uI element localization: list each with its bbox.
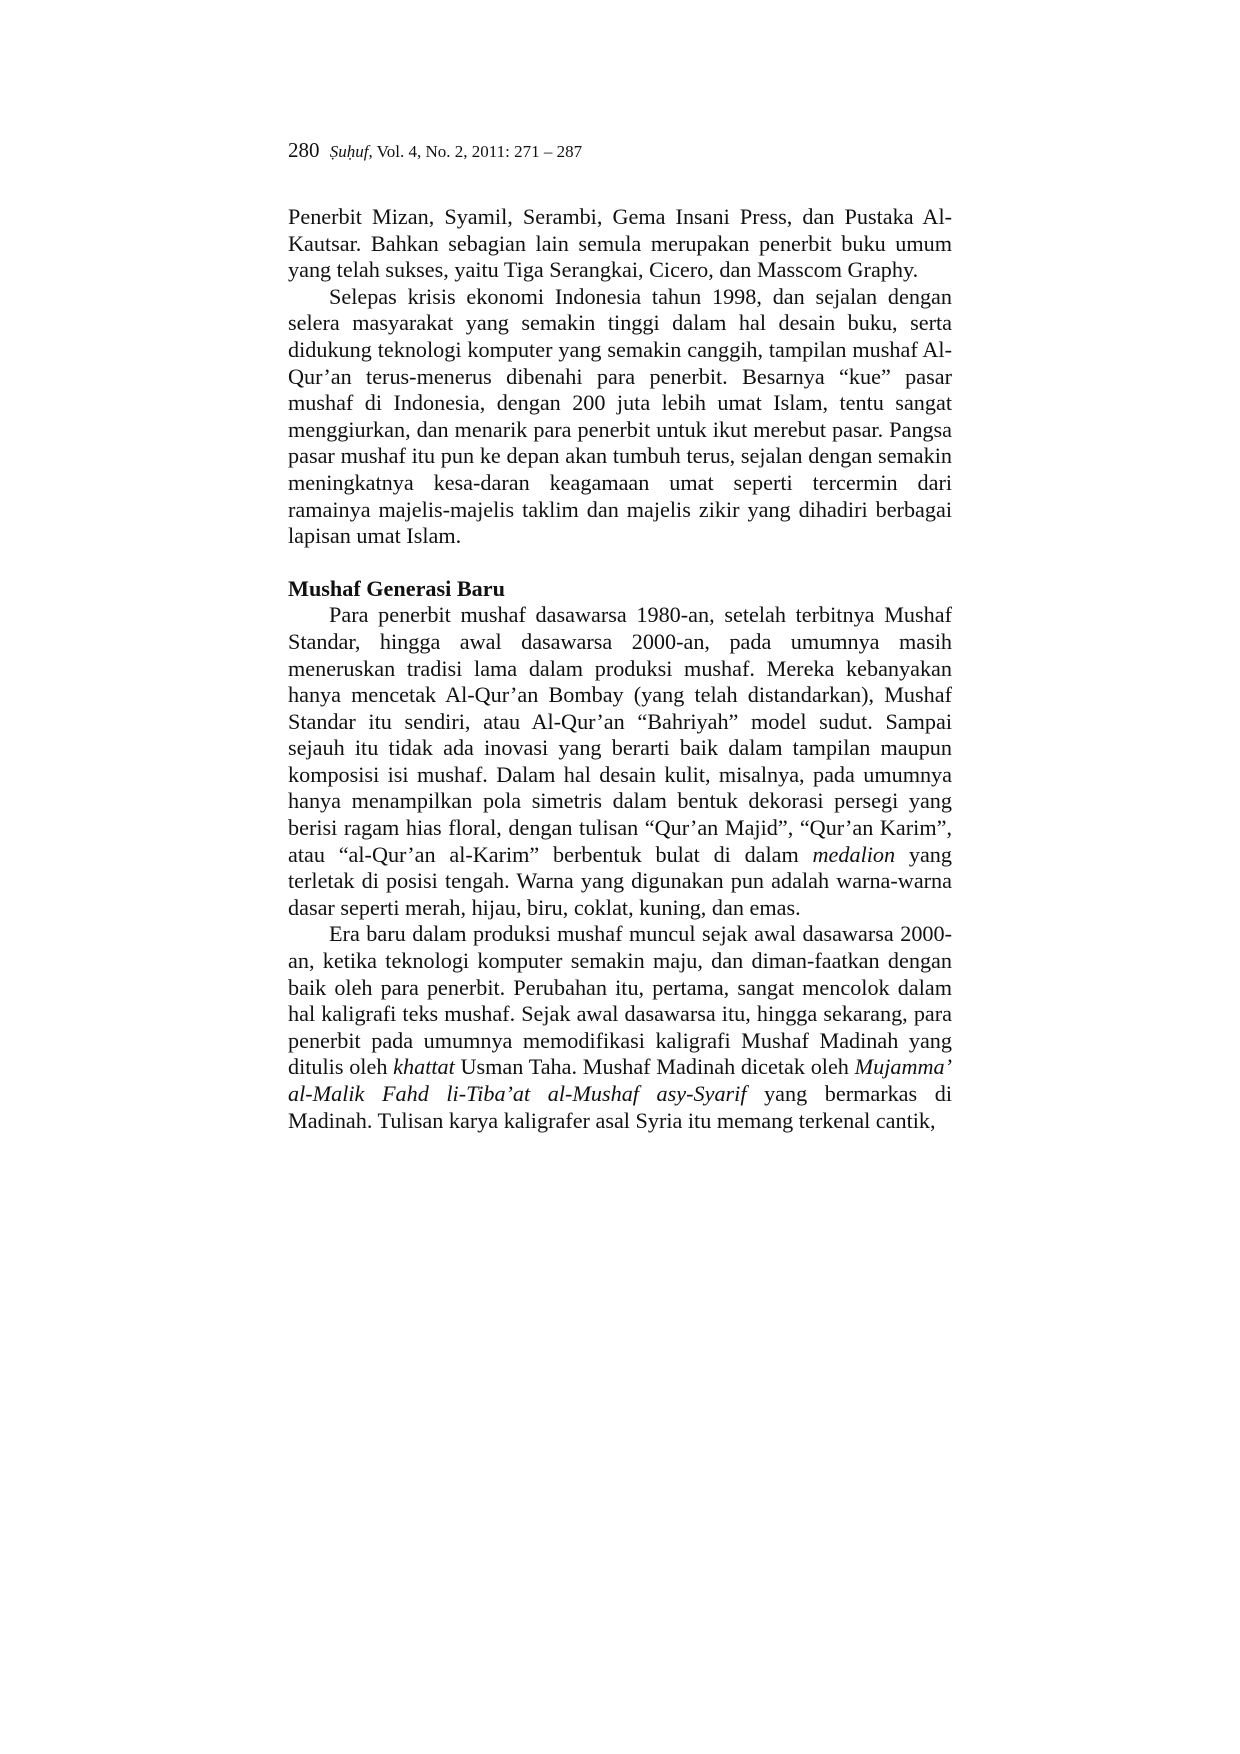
page-number: 280 bbox=[288, 138, 320, 162]
paragraph-4-italic-b: Mujamma’ al-Malik Fahd li-Tiba’at al-Mushaf asy-Syarif bbox=[288, 1054, 952, 1106]
journal-name: Ṣuḥuf bbox=[329, 142, 369, 161]
running-header bbox=[288, 138, 952, 164]
paragraph-4-text-b: Usman Taha. Mushaf Madinah dicetak oleh bbox=[454, 1054, 855, 1080]
body-text bbox=[288, 204, 952, 1134]
paragraph-1: Penerbit Mizan, Syamil, Serambi, Gema Insani Press, dan Pustaka Al-Kautsar. Bahkan sebagian lain semula merupakan penerbit buku umum yang telah sukses, yaitu Tiga Serangkai, Cicero, dan Masscom Graphy. bbox=[288, 204, 952, 283]
paragraph-3 bbox=[288, 602, 952, 921]
paragraph-3-text-a: Para penerbit mushaf dasawarsa 1980-an, setelah terbitnya Mushaf Standar, hingga awal dasawarsa 2000-an, pada umumnya masih meneruskan tradisi lama dalam produksi mushaf. Mereka kebanyakan hanya mencetak Al-Qur’an Bombay (yang telah distandarkan), Mushaf Standar itu sendiri, atau Al-Qur’an “Bahriyah” model sudut. Sampai sejauh itu tidak ada inovasi yang berarti baik dalam tampilan maupun komposisi isi mushaf. Dalam hal desain kulit, misalnya, pada umumnya hanya menampilkan pola simetris dalam bentuk dekorasi persegi yang berisi ragam hias floral, dengan tulisan “Qur’an Majid”, “Qur’an Karim”, atau “al-Qur’an al-Karim” berbentuk bulat di dalam bbox=[288, 602, 952, 867]
paragraph-4 bbox=[288, 921, 952, 1134]
paragraph-2: Selepas krisis ekonomi Indonesia tahun 1998, dan sejalan dengan selera masyarakat yang semakin tinggi dalam hal desain buku, serta didukung teknologi komputer yang semakin canggih, tampilan mushaf Al-Qur’an terus-menerus dibenahi para penerbit. Besarnya “kue” pasar mushaf di Indonesia, dengan 200 juta lebih umat Islam, tentu sangat menggiurkan, dan menarik para penerbit untuk ikut merebut pasar. Pangsa pasar mushaf itu pun ke depan akan tumbuh terus, sejalan dengan semakin meningkatnya kesa-daran keagamaan umat seperti tercermin dari ramainya majelis-majelis taklim dan majelis zikir yang dihadiri berbagai lapisan umat Islam. bbox=[288, 283, 952, 549]
paragraph-4-text-c: yang bermarkas di Madinah. Tulisan karya kaligrafer asal Syria itu memang terkenal cantik, bbox=[288, 1081, 952, 1133]
document-page bbox=[288, 138, 952, 1134]
paragraph-4-text-a: Era baru dalam produksi mushaf muncul sejak awal dasawarsa 2000-an, ketika teknologi komputer semakin maju, dan diman-faatkan dengan baik oleh para penerbit. Perubahan itu, pertama, sangat mencolok dalam hal kaligrafi teks mushaf. Sejak awal dasawarsa itu, hingga sekarang, para penerbit pada umumnya memodifikasi kaligrafi Mushaf Madinah yang ditulis oleh bbox=[288, 921, 952, 1080]
paragraph-4-italic-a: khattat bbox=[393, 1054, 455, 1080]
citation: , Vol. 4, No. 2, 2011: 271 – 287 bbox=[368, 142, 583, 161]
paragraph-3-italic: medalion bbox=[812, 841, 896, 867]
section-heading: Mushaf Generasi Baru bbox=[288, 575, 505, 601]
paragraph-3-text-b: yang terletak di posisi tengah. Warna yang digunakan pun adalah warna-warna dasar seperti merah, hijau, biru, coklat, kuning, dan emas. bbox=[288, 841, 952, 920]
